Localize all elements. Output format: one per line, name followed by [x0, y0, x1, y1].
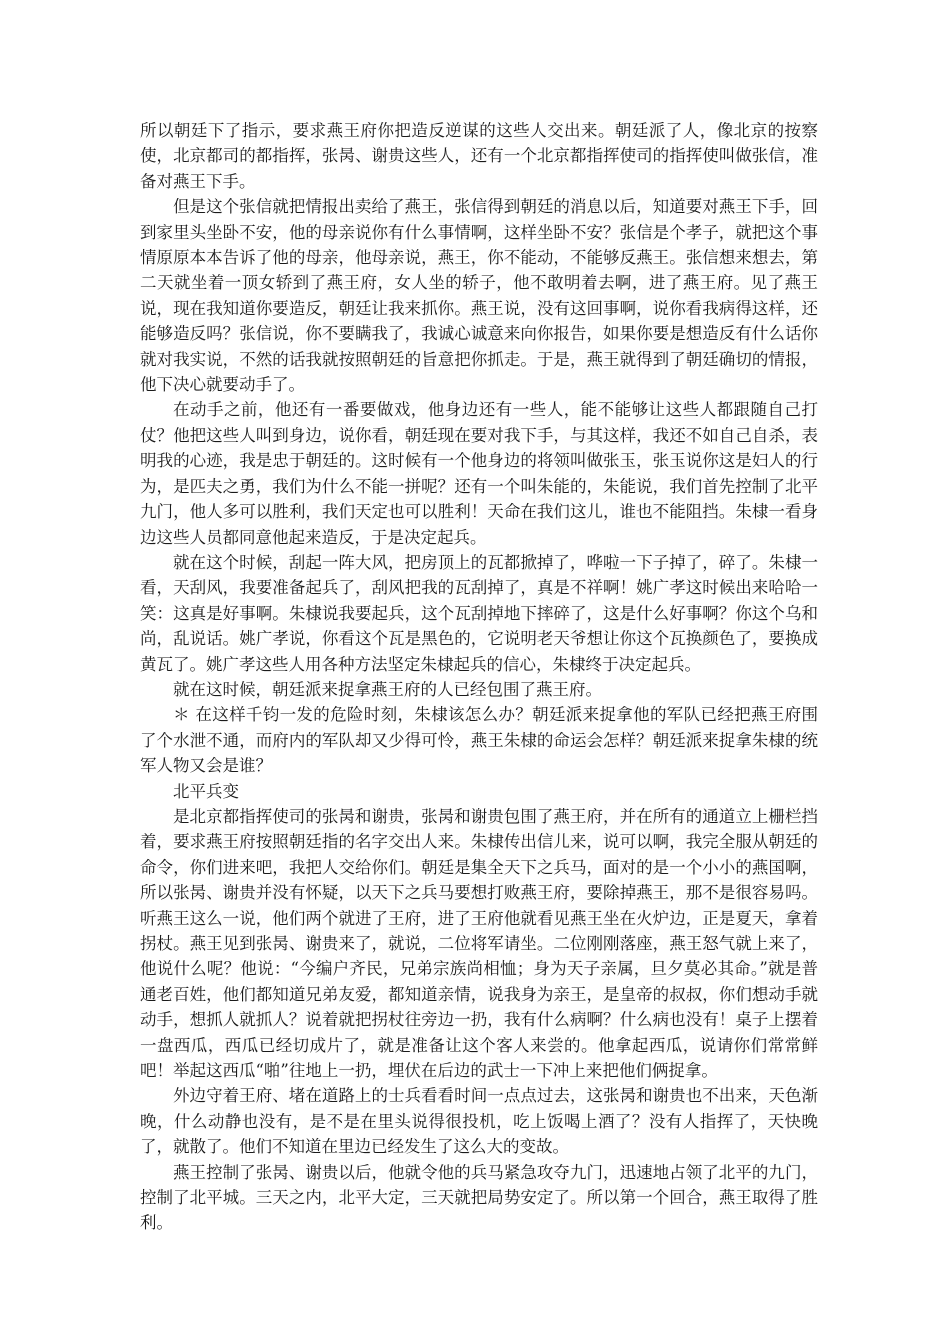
paragraph-3: 在动手之前，他还有一番要做戏，他身边还有一些人，能不能够让这些人都跟随自己打仗？他把这些人叫到身边，说你看，朝廷现在要对我下手，与其这样，我还不如自己自杀，表明我的心迹，我是忠于朝廷的。这时候有一个他身边的将领叫做张玉，张玉说你这是妇人的行为，是匹夫之勇，我们为什么不能一拼呢？还有一个叫朱能的，朱能说，我们首先控制了北平九门，他人多可以胜利，我们天定也可以胜利！天命在我们这儿，谁也不能阻挡。朱棣一看身边这些人员都同意他起来造反，于是决定起兵。 — [140, 400, 818, 547]
section-heading: 北平兵变 — [173, 781, 239, 801]
paragraph-8: 外边守着王府、堵在道路上的士兵看看时间一点点过去，这张昺和谢贵也不出来，天色渐晚，什么动静也没有，是不是在里头说得很投机，吃上饭喝上酒了？没有人指挥了，天快晚了，就散了。他们不知道在里边已经发生了这么大的变故。 — [140, 1086, 818, 1157]
paragraph-7: 是北京都指挥使司的张昺和谢贵，张昺和谢贵包围了燕王府，并在所有的通道立上栅栏挡着，要求燕王府按照朝廷指的名字交出人来。朱棣传出信儿来，说可以啊，我完全服从朝廷的命令，你们进来吧，我把人交给你们。朝廷是集全天下之兵马，面对的是一个小小的燕国啊，所以张昺、谢贵并没有怀疑，以天下之兵马要想打败燕王府，要除掉燕王，那不是很容易吗。听燕王这么一说，他们两个就进了王府，进了王府他就看见燕王坐在火炉边，正是夏天，拿着拐杖。燕王见到张昺、谢贵来了，就说，二位将军请坐。二位刚刚落座，燕王怒气就上来了，他说什么呢？他说：“今编户齐民，兄弟宗族尚相恤；身为天子亲属，旦夕莫必其命。”就是普通老百姓，他们都知道兄弟友爱，都知道亲情，说我身为亲王，是皇帝的叔叔，你们想动手就动手，想抓人就抓人？说着就把拐杖往旁边一扔，我有什么病啊？什么病也没有！桌子上摆着一盘西瓜，西瓜已经切成片了，就是准备让这个客人来尝的。他拿起西瓜，说请你们常常鲜吧！举起这西瓜“啪”往地上一扔，埋伏在后边的武士一下冲上来把他们俩捉拿。 — [140, 806, 818, 1081]
paragraph-9: 燕王控制了张昺、谢贵以后，他就令他的兵马紧急攻夺九门，迅速地占领了北平的九门，控制了北平城。三天之内，北平大定，三天就把局势安定了。所以第一个回合，燕王取得了胜利。 — [140, 1162, 818, 1233]
document-page — [140, 118, 818, 1236]
paragraph-6-note: ＊ 在这样千钧一发的危险时刻，朱棣该怎么办？朝廷派来捉拿他的军队已经把燕王府围了个水泄不通，而府内的军队却又少得可怜，燕王朱棣的命运会怎样？朝廷派来捉拿朱棣的统军人物又会是谁？ — [140, 705, 818, 776]
paragraph-5: 就在这时候，朝廷派来捉拿燕王府的人已经包围了燕王府。 — [173, 679, 602, 699]
paragraph-2: 但是这个张信就把情报出卖给了燕王，张信得到朝廷的消息以后，知道要对燕王下手，回到家里头坐卧不安，他的母亲说你有什么事情啊，这样坐卧不安？张信是个孝子，就把这个事情原原本本告诉了他的母亲，他母亲说，燕王，你不能动，不能够反燕王。张信想来想去，第二天就坐着一顶女轿到了燕王府，女人坐的轿子，他不敢明着去啊，进了燕王府。见了燕王说，现在我知道你要造反，朝廷让我来抓你。燕王说，没有这回事啊，说你看我病得这样，还能够造反吗？张信说，你不要瞒我了，我诚心诚意来向你报告，如果你要是想造反有什么话你就对我实说，不然的话我就按照朝廷的旨意把你抓走。于是，燕王就得到了朝廷确切的情报，他下决心就要动手了。 — [140, 197, 818, 395]
paragraph-1: 所以朝廷下了指示，要求燕王府你把造反逆谋的这些人交出来。朝廷派了人，像北京的按察使，北京都司的都指挥，张昺、谢贵这些人，还有一个北京都指挥使司的指挥使叫做张信，准备对燕王下手。 — [140, 121, 818, 191]
paragraph-4: 就在这个时候，刮起一阵大风，把房顶上的瓦都掀掉了，哗啦一下子掉了，碎了。朱棣一看，天刮风，我要准备起兵了，刮风把我的瓦刮掉了，真是不祥啊！姚广孝这时候出来哈哈一笑：这真是好事啊。朱棣说我要起兵，这个瓦刮掉地下摔碎了，这是什么好事啊？你这个乌和尚，乱说话。姚广孝说，你看这个瓦是黑色的，它说明老天爷想让你这个瓦换颜色了，要换成黄瓦了。姚广孝这些人用各种方法坚定朱棣起兵的信心，朱棣终于决定起兵。 — [140, 552, 818, 674]
